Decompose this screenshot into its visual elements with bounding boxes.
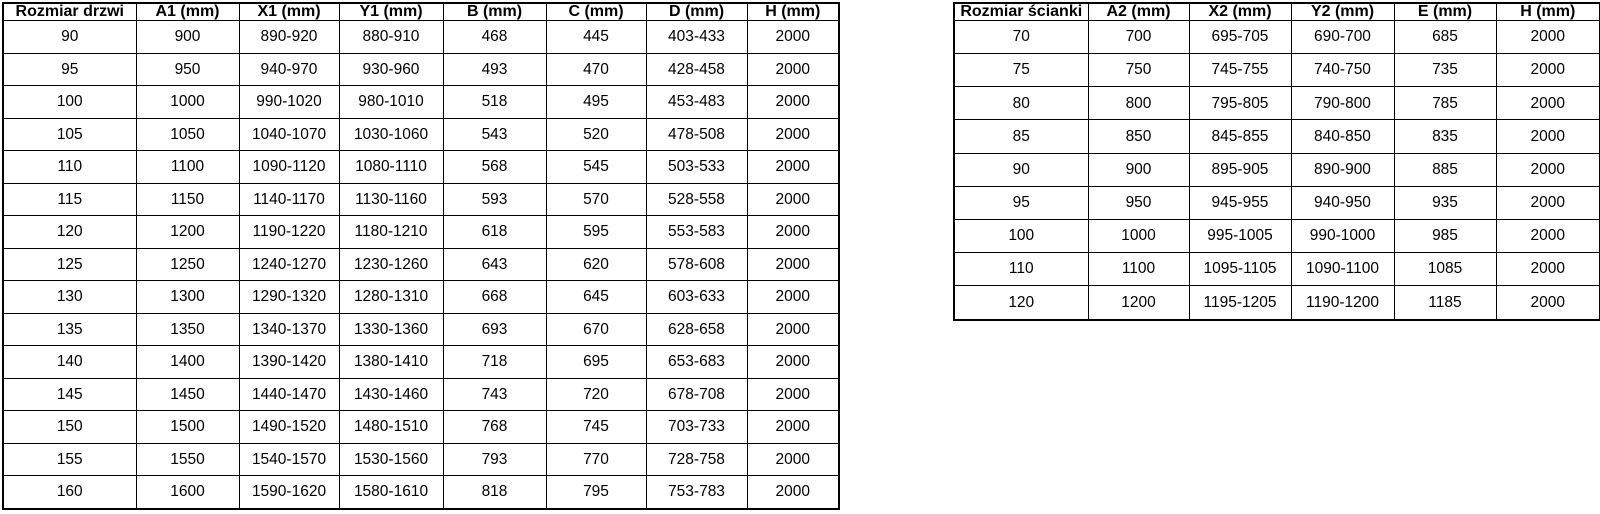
table-cell: 1185 (1394, 286, 1496, 320)
table-cell: 1180-1210 (339, 216, 443, 249)
table-cell: 100 (954, 219, 1088, 252)
column-header: H (mm) (1496, 3, 1600, 21)
table-row (954, 21, 1600, 54)
column-header: Rozmiar drzwi (3, 3, 136, 21)
table-cell: 695 (546, 346, 646, 379)
table-row (954, 186, 1600, 219)
column-header: X2 (mm) (1189, 3, 1291, 21)
table-cell: 1000 (1088, 219, 1189, 252)
table-cell: 603-633 (646, 281, 747, 314)
wall-table-header-row (954, 3, 1600, 21)
table-cell: 980-1010 (339, 86, 443, 119)
table-cell: 1490-1520 (239, 411, 339, 444)
table-cell: 1090-1120 (239, 151, 339, 184)
table-cell: 750 (1088, 54, 1189, 87)
table-cell: 120 (3, 216, 136, 249)
column-header: H (mm) (747, 3, 839, 21)
table-cell: 1530-1560 (339, 443, 443, 476)
table-row (3, 281, 839, 314)
table-cell: 445 (546, 21, 646, 54)
table-cell: 140 (3, 346, 136, 379)
column-header: Rozmiar ścianki (954, 3, 1088, 21)
table-cell: 1430-1460 (339, 378, 443, 411)
table-cell: 90 (3, 21, 136, 54)
table-cell: 1100 (1088, 253, 1189, 286)
table-row (3, 86, 839, 119)
table-cell: 2000 (1496, 120, 1600, 153)
table-cell: 135 (3, 313, 136, 346)
table-cell: 2000 (747, 86, 839, 119)
table-cell: 70 (954, 21, 1088, 54)
table-cell: 620 (546, 248, 646, 281)
table-row (954, 54, 1600, 87)
table-cell: 545 (546, 151, 646, 184)
table-cell: 2000 (747, 378, 839, 411)
door-table-body (3, 21, 839, 510)
column-header: A2 (mm) (1088, 3, 1189, 21)
table-cell: 2000 (747, 21, 839, 54)
table-cell: 90 (954, 153, 1088, 186)
table-cell: 700 (1088, 21, 1189, 54)
table-cell: 105 (3, 118, 136, 151)
table-cell: 595 (546, 216, 646, 249)
table-cell: 503-533 (646, 151, 747, 184)
table-cell: 1400 (136, 346, 239, 379)
table-cell: 990-1000 (1291, 219, 1394, 252)
table-cell: 2000 (747, 476, 839, 510)
table-cell: 2000 (1496, 87, 1600, 120)
table-cell: 735 (1394, 54, 1496, 87)
table-cell: 628-658 (646, 313, 747, 346)
table-cell: 2000 (1496, 153, 1600, 186)
table-cell: 770 (546, 443, 646, 476)
table-row (3, 21, 839, 54)
table-cell: 745 (546, 411, 646, 444)
table-cell: 495 (546, 86, 646, 119)
table-cell: 1280-1310 (339, 281, 443, 314)
column-header: C (mm) (546, 3, 646, 21)
table-cell: 795 (546, 476, 646, 510)
table-cell: 1190-1200 (1291, 286, 1394, 320)
table-cell: 2000 (747, 281, 839, 314)
wall-sizes-table (953, 2, 1600, 321)
column-header: E (mm) (1394, 3, 1496, 21)
table-cell: 120 (954, 286, 1088, 320)
table-cell: 75 (954, 54, 1088, 87)
table-cell: 1500 (136, 411, 239, 444)
table-cell: 1040-1070 (239, 118, 339, 151)
table-cell: 695-705 (1189, 21, 1291, 54)
table-cell: 793 (443, 443, 546, 476)
table-cell: 1230-1260 (339, 248, 443, 281)
table-row (3, 216, 839, 249)
column-header: D (mm) (646, 3, 747, 21)
table-cell: 2000 (747, 346, 839, 379)
table-cell: 1330-1360 (339, 313, 443, 346)
table-cell: 800 (1088, 87, 1189, 120)
table-cell: 2000 (1496, 219, 1600, 252)
table-cell: 2000 (747, 53, 839, 86)
table-cell: 900 (1088, 153, 1189, 186)
table-row (3, 53, 839, 86)
table-row (3, 118, 839, 151)
table-cell: 1390-1420 (239, 346, 339, 379)
table-cell: 2000 (747, 411, 839, 444)
table-cell: 1300 (136, 281, 239, 314)
table-row (3, 378, 839, 411)
door-sizes-table (2, 2, 840, 510)
table-row (3, 248, 839, 281)
column-header: B (mm) (443, 3, 546, 21)
table-cell: 1200 (1088, 286, 1189, 320)
column-header: Y1 (mm) (339, 3, 443, 21)
table-cell: 95 (3, 53, 136, 86)
table-row (954, 120, 1600, 153)
table-cell: 1085 (1394, 253, 1496, 286)
table-cell: 693 (443, 313, 546, 346)
table-cell: 1550 (136, 443, 239, 476)
table-cell: 520 (546, 118, 646, 151)
table-row (3, 313, 839, 346)
table-cell: 110 (3, 151, 136, 184)
table-cell: 155 (3, 443, 136, 476)
table-cell: 2000 (1496, 186, 1600, 219)
table-row (3, 476, 839, 510)
table-cell: 653-683 (646, 346, 747, 379)
table-cell: 950 (136, 53, 239, 86)
table-cell: 643 (443, 248, 546, 281)
table-cell: 2000 (747, 216, 839, 249)
table-cell: 745-755 (1189, 54, 1291, 87)
table-cell: 1580-1610 (339, 476, 443, 510)
table-cell: 728-758 (646, 443, 747, 476)
table-cell: 740-750 (1291, 54, 1394, 87)
table-cell: 1130-1160 (339, 183, 443, 216)
table-cell: 115 (3, 183, 136, 216)
table-row (954, 153, 1600, 186)
table-row (954, 253, 1600, 286)
table-cell: 678-708 (646, 378, 747, 411)
table-row (3, 151, 839, 184)
table-cell: 493 (443, 53, 546, 86)
table-cell: 880-910 (339, 21, 443, 54)
table-cell: 553-583 (646, 216, 747, 249)
table-cell: 720 (546, 378, 646, 411)
table-cell: 950 (1088, 186, 1189, 219)
table-cell: 685 (1394, 21, 1496, 54)
table-cell: 795-805 (1189, 87, 1291, 120)
table-cell: 1380-1410 (339, 346, 443, 379)
table-cell: 130 (3, 281, 136, 314)
table-cell: 895-905 (1189, 153, 1291, 186)
table-cell: 890-920 (239, 21, 339, 54)
table-row (3, 443, 839, 476)
table-cell: 753-783 (646, 476, 747, 510)
table-cell: 2000 (1496, 54, 1600, 87)
table-cell: 2000 (747, 313, 839, 346)
table-cell: 1100 (136, 151, 239, 184)
table-cell: 568 (443, 151, 546, 184)
wall-table-body (954, 21, 1600, 321)
table-cell: 940-950 (1291, 186, 1394, 219)
table-cell: 85 (954, 120, 1088, 153)
table-cell: 618 (443, 216, 546, 249)
table-cell: 2000 (1496, 21, 1600, 54)
table-cell: 478-508 (646, 118, 747, 151)
table-cell: 100 (3, 86, 136, 119)
door-table-header-row (3, 3, 839, 21)
table-cell: 110 (954, 253, 1088, 286)
table-cell: 1340-1370 (239, 313, 339, 346)
table-cell: 743 (443, 378, 546, 411)
table-cell: 1450 (136, 378, 239, 411)
table-row (3, 183, 839, 216)
table-row (954, 286, 1600, 320)
table-cell: 703-733 (646, 411, 747, 444)
table-cell: 945-955 (1189, 186, 1291, 219)
table-cell: 593 (443, 183, 546, 216)
table-cell: 1590-1620 (239, 476, 339, 510)
table-cell: 990-1020 (239, 86, 339, 119)
table-cell: 885 (1394, 153, 1496, 186)
table-cell: 453-483 (646, 86, 747, 119)
table-cell: 1250 (136, 248, 239, 281)
table-cell: 1600 (136, 476, 239, 510)
table-cell: 1030-1060 (339, 118, 443, 151)
table-cell: 840-850 (1291, 120, 1394, 153)
table-cell: 80 (954, 87, 1088, 120)
column-header: Y2 (mm) (1291, 3, 1394, 21)
table-cell: 1150 (136, 183, 239, 216)
table-cell: 543 (443, 118, 546, 151)
table-cell: 2000 (747, 118, 839, 151)
table-cell: 150 (3, 411, 136, 444)
table-cell: 1540-1570 (239, 443, 339, 476)
table-cell: 890-900 (1291, 153, 1394, 186)
table-cell: 835 (1394, 120, 1496, 153)
table-cell: 1240-1270 (239, 248, 339, 281)
table-cell: 985 (1394, 219, 1496, 252)
table-cell: 145 (3, 378, 136, 411)
table-cell: 528-558 (646, 183, 747, 216)
table-cell: 518 (443, 86, 546, 119)
table-cell: 785 (1394, 87, 1496, 120)
table-cell: 940-970 (239, 53, 339, 86)
table-cell: 2000 (1496, 253, 1600, 286)
table-cell: 2000 (747, 151, 839, 184)
table-cell: 1140-1170 (239, 183, 339, 216)
table-row (954, 219, 1600, 252)
table-cell: 690-700 (1291, 21, 1394, 54)
table-cell: 845-855 (1189, 120, 1291, 153)
table-cell: 468 (443, 21, 546, 54)
table-cell: 2000 (747, 248, 839, 281)
table-cell: 1480-1510 (339, 411, 443, 444)
table-cell: 670 (546, 313, 646, 346)
column-header: A1 (mm) (136, 3, 239, 21)
table-cell: 160 (3, 476, 136, 510)
table-cell: 645 (546, 281, 646, 314)
table-cell: 900 (136, 21, 239, 54)
table-cell: 2000 (747, 443, 839, 476)
table-cell: 2000 (747, 183, 839, 216)
table-cell: 1080-1110 (339, 151, 443, 184)
table-cell: 1190-1220 (239, 216, 339, 249)
table-cell: 1090-1100 (1291, 253, 1394, 286)
table-cell: 1000 (136, 86, 239, 119)
table-cell: 1050 (136, 118, 239, 151)
table-cell: 718 (443, 346, 546, 379)
table-cell: 125 (3, 248, 136, 281)
table-row (954, 87, 1600, 120)
table-cell: 768 (443, 411, 546, 444)
table-row (3, 346, 839, 379)
table-cell: 930-960 (339, 53, 443, 86)
table-cell: 1350 (136, 313, 239, 346)
table-cell: 995-1005 (1189, 219, 1291, 252)
table-cell: 1095-1105 (1189, 253, 1291, 286)
table-cell: 1200 (136, 216, 239, 249)
table-row (3, 411, 839, 444)
table-cell: 668 (443, 281, 546, 314)
table-cell: 428-458 (646, 53, 747, 86)
table-cell: 935 (1394, 186, 1496, 219)
column-header: X1 (mm) (239, 3, 339, 21)
table-cell: 470 (546, 53, 646, 86)
table-cell: 570 (546, 183, 646, 216)
table-cell: 95 (954, 186, 1088, 219)
table-cell: 1290-1320 (239, 281, 339, 314)
table-cell: 850 (1088, 120, 1189, 153)
table-cell: 1440-1470 (239, 378, 339, 411)
table-cell: 578-608 (646, 248, 747, 281)
table-cell: 790-800 (1291, 87, 1394, 120)
table-cell: 403-433 (646, 21, 747, 54)
table-cell: 2000 (1496, 286, 1600, 320)
table-cell: 818 (443, 476, 546, 510)
table-cell: 1195-1205 (1189, 286, 1291, 320)
